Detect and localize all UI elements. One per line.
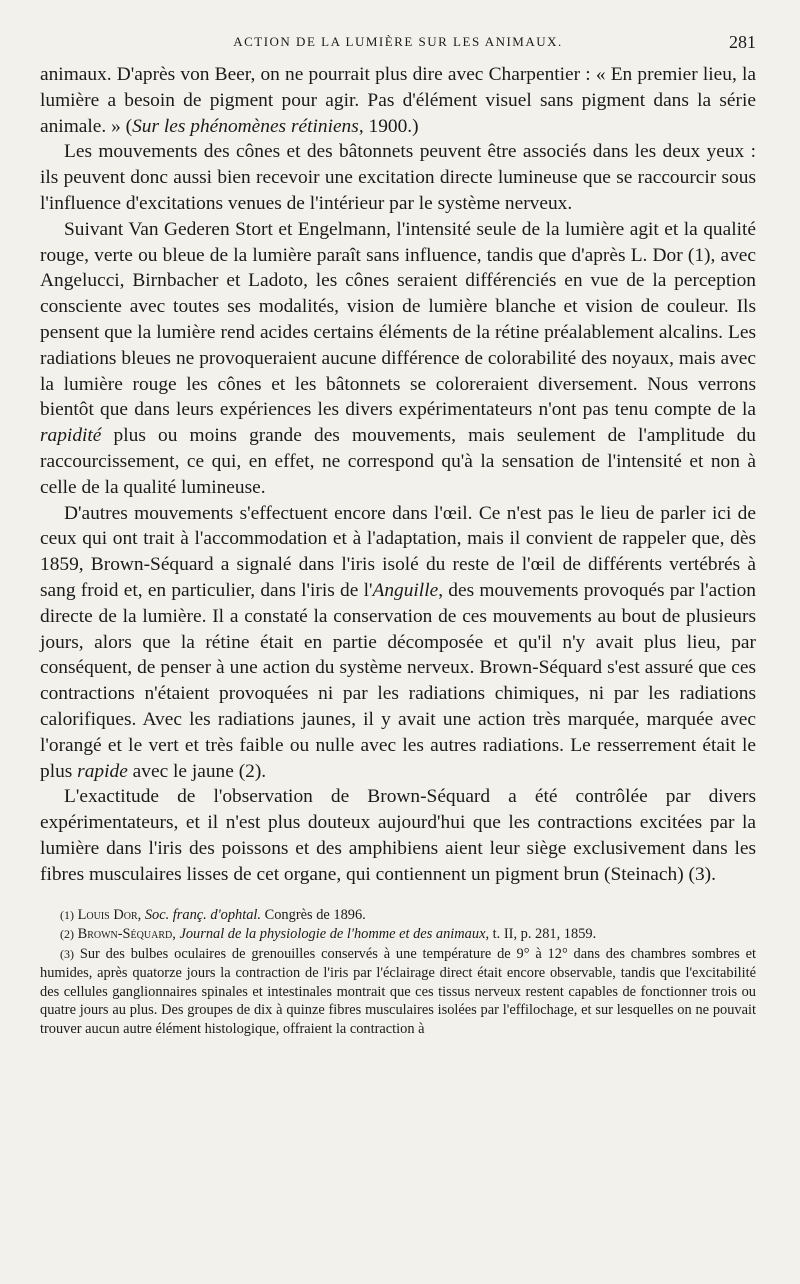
paragraph-5: L'exactitude de l'observation de Brown-Séquard a été contrôlée par divers expérimentateurs, et il n'est plus douteux aujourd'hui que les contractions excitées par la lumière dans l'iris des poissons et des amphibiens aient leur siège exclusivement dans les fibres musculaires lisses de cet organe, qui contiennent un pigment brun (Steinach) (3). xyxy=(40,786,756,885)
footnote-1-mark: (1) xyxy=(60,907,74,922)
paragraph-4-emphasis: rapide xyxy=(77,760,128,782)
paragraph-3-emphasis: rapidité xyxy=(40,425,102,447)
footnote-2-author: Brown-Séquard xyxy=(77,926,173,943)
paragraph-1-title: Sur les phénomènes rétiniens xyxy=(132,115,359,137)
footnote-2-mark: (2) xyxy=(60,927,74,942)
paragraph-3 xyxy=(40,217,756,501)
footnote-1-journal: Soc. franç. d'ophtal. xyxy=(144,906,262,923)
footnote-3 xyxy=(40,945,756,1039)
footnote-3-mark: (3) xyxy=(60,947,74,962)
paragraph-4-species: Anguille xyxy=(372,579,439,601)
paragraph-4-text-a: D'autres mouvements s'effectuent encore dans l'œil. Ce n'est pas le lieu de parler ici de ceux qui ont trait à l'accommodation et à l'adaptation, mais il convient de rappeler que, dès 1859, Brown-Séquard a signalé dans l'iris isolé du reste de l'œil de différents vertébrés à sang froid et, en particulier, dans l'iris de l' xyxy=(40,502,756,601)
page-number: 281 xyxy=(729,32,756,52)
footnote-2 xyxy=(40,925,756,944)
body-text xyxy=(40,62,756,888)
footnote-2-journal: Journal de la physiologie de l'homme et des animaux xyxy=(179,926,486,943)
footnote-1-author: Louis Dor xyxy=(77,906,138,923)
footnote-1-end: Congrès de 1896. xyxy=(261,906,366,923)
paragraph-3-text-b: plus ou moins grande des mouvements, mais seulement de l'amplitude du raccourcissement, ce qui, en effet, ne correspond qu'à la sensation de l'intensité et non à celle de la qualité lumineuse. xyxy=(40,425,756,498)
footnotes xyxy=(40,906,756,1040)
footnote-3-text: Sur des bulbes oculaires de grenouilles conservés à une température de 9° à 12° dans des chambres sombres et humides, après quatorze jours la contraction de l'iris par l'éclairage direct était encore observable, tandis que l'excitabilité des cellules ganglionnaires spinales et intestinales montrait que ces tissus nerveux restent capables de fonctionner trois ou quatre jours au plus. Des groupes de dix à quinze fibres musculaires isolées par l'effilochage, et sur lesquelles on ne pouvait trouver aucun autre élément histologique, offraient la contraction à xyxy=(40,946,756,1038)
footnote-2-end: , t. II, p. 281, 1859. xyxy=(485,926,597,943)
footnote-2-separator: , xyxy=(172,926,180,943)
paragraph-4 xyxy=(40,501,756,785)
running-head: ACTION DE LA LUMIÈRE SUR LES ANIMAUX. xyxy=(233,34,563,49)
paragraph-1-text: animaux. D'après von Beer, on ne pourrait plus dire avec Charpentier : « En premier lieu, la lumière a besoin de pigment pour agir. Pas d'élément visuel sans pigment dans la série animale. » ( xyxy=(40,64,756,137)
paragraph-1-end: , 1900.) xyxy=(358,115,419,137)
footnote-1 xyxy=(40,906,756,925)
paragraph-2: Les mouvements des cônes et des bâtonnets peuvent être associés dans les deux yeux : ils peuvent donc aussi bien recevoir une excitation directe lumineuse que se raccourcir sous l'influence d'excitations venues de l'intérieur par le système nerveux. xyxy=(40,141,756,214)
paragraph-3-text-a: Suivant Van Gederen Stort et Engelmann, l'intensité seule de la lumière agit et la qualité rouge, verte ou bleue de la lumière paraît sans influence, tandis que d'après L. Dor (1), avec Angelucci, Birnbacher et Ladoto, les cônes seraient différenciés en vue de la perception consciente avec toutes ses modalités, vision de lumière blanche et vision de couleur. Ils pensent que la lumière rend acides certains éléments de la rétine préalablement alcalins. Les radiations bleues ne provoqueraient aucune différence de colorabilité des noyaux, mais avec la lumière rouge les cônes et les bâtonnets se coloreraient diversement. Nous verrons bientôt que dans leurs expériences les divers expérimentateurs n'ont pas tenu compte de la xyxy=(40,218,756,421)
paragraph-4-text-b: , des mouvements provoqués par l'action directe de la lumière. Il a constaté la conservation de ces mouvements au bout de plusieurs jours, alors que la rétine était en partie décomposée et qu'il n'y avait plus lieu, par conséquent, de penser à une action du système nerveux. Brown-Séquard s'est assuré que ces contractions n'étaient provoquées ni par les radiations chimiques, ni par les radiations calorifiques. Avec les radiations jaunes, il y avait une action très marquée, marquée avec l'orangé et le vert et très faible ou nulle avec les autres radiations. Le resserrement était le plus xyxy=(40,579,757,782)
footnote-1-separator: , xyxy=(137,906,145,923)
paragraph-1 xyxy=(40,62,756,139)
page-header xyxy=(40,26,756,62)
paragraph-4-text-c: avec le jaune (2). xyxy=(127,760,267,782)
